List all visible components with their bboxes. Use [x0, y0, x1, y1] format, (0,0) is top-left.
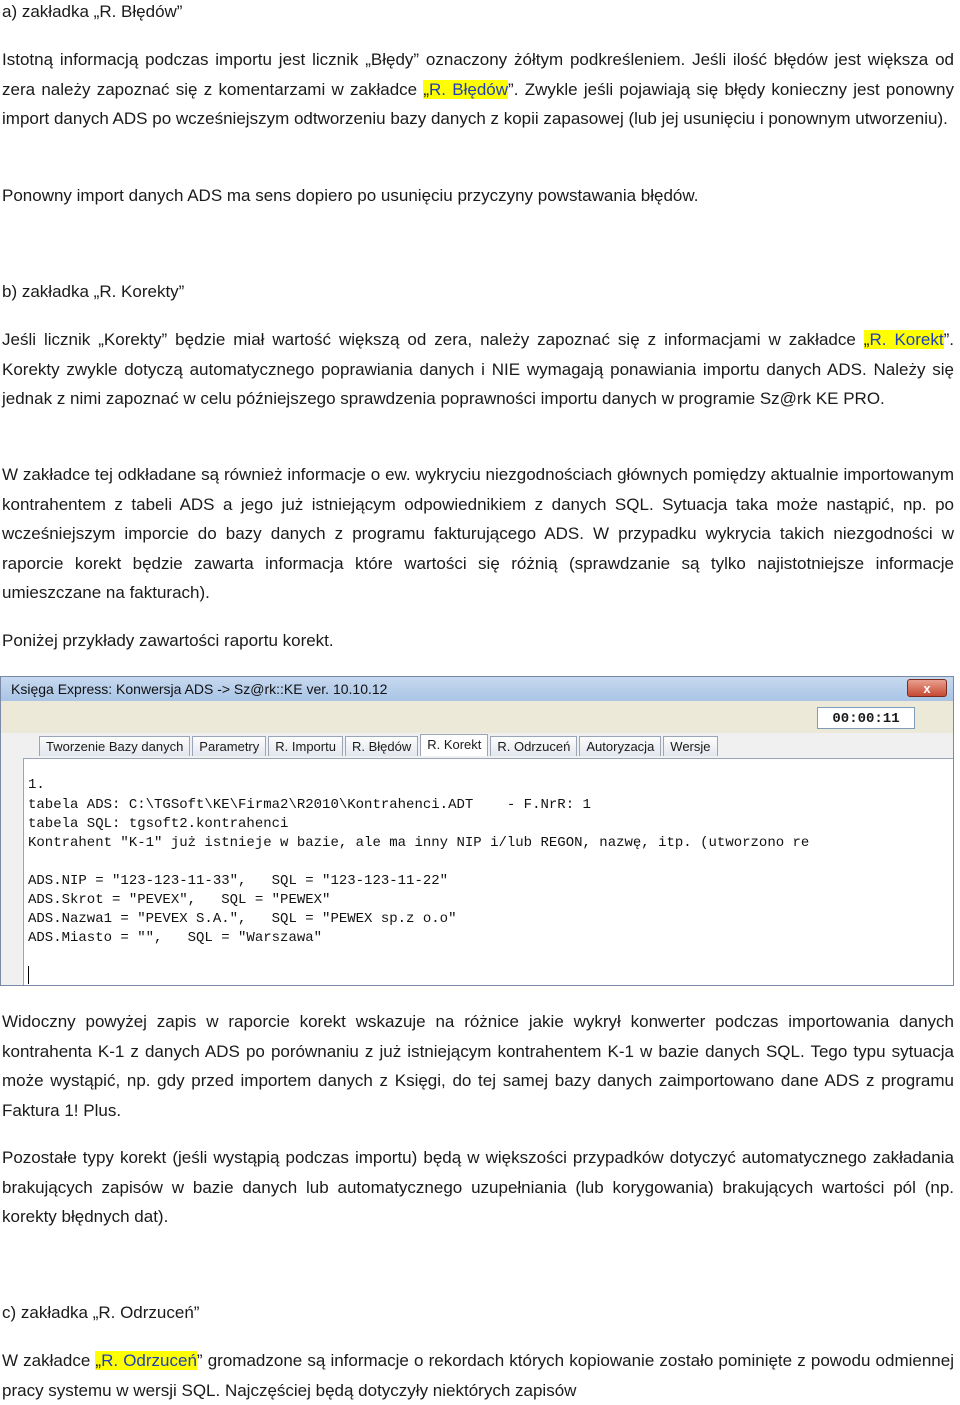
section-a-paragraph-2: Ponowny import danych ADS ma sens dopiero po usunięciu przyczyny powstawania błędów. [2, 186, 699, 205]
report-line: 1. [28, 777, 45, 793]
report-line: ADS.Skrot = "PEVEX", SQL = "PEWEX" [28, 892, 331, 908]
tab-r-importu[interactable]: R. Importu [268, 736, 343, 756]
tab-strip [39, 736, 720, 758]
close-icon[interactable]: x [907, 679, 947, 697]
embedded-app-window [0, 676, 954, 986]
window-titlebar [1, 677, 953, 701]
text: . Zwykle jeśli pojawiają się błędy konieczny jest ponowny import danych ADS po wcześniejszym odtworzeniu bazy danych z kopii zapasowej (lub jej usunięciu i ponownym utworzeniu). [2, 79, 954, 128]
section-c-heading: c) zakładka „R. Odrzuceń” [2, 1303, 200, 1322]
report-line: tabela SQL: tgsoft2.kontrahenci [28, 816, 289, 832]
quote-close: ” [943, 330, 950, 349]
report-line: ADS.Nazwa1 = "PEVEX S.A.", SQL = "PEWEX sp.z o.o" [28, 911, 457, 927]
text: Jeśli licznik „Korekty” będzie miał wartość większą od zera, należy zapoznać się z informacjami w zakładce [2, 330, 864, 349]
report-line: ADS.Miasto = "", SQL = "Warszawa" [28, 930, 323, 946]
highlight-r-korekt [864, 330, 944, 349]
quote-open: „ [423, 79, 430, 99]
section-b-paragraph-5: Pozostałe typy korekt (jeśli wystąpią podczas importu) będą w większości przypadków dotyczyć automatycznego zakładania brakujących zapisów w bazie danych lub automatycznego uzupełniania (lub korygowania) brakujących wartości pól (np. korekty błędnych dat). [2, 1148, 954, 1226]
toolbar [1, 701, 953, 733]
tab-r-odrzucen[interactable]: R. Odrzuceń [490, 736, 577, 756]
highlight-text: R. Odrzuceń [101, 1351, 197, 1370]
tab-autoryzacja[interactable]: Autoryzacja [579, 736, 661, 756]
section-c-paragraph-1 [2, 1346, 954, 1405]
highlight-r-odrzucen [95, 1351, 197, 1370]
tab-parametry[interactable]: Parametry [192, 736, 266, 756]
section-b-paragraph-2: W zakładce tej odkładane są również informacje o ew. wykryciu niezgodnościach głównych pomiędzy aktualnie importowanym kontrahentem z tabeli ADS a jego już istniejącym odpowiednikiem z danych SQL. Sytuacja taka może nastąpić, np. po wcześniejszym imporcie do bazy danych z programu fakturującego ADS. W przypadku wykrycia takich niezgodności w raporcie korekt będzie zawarta informacja które wartości się różnią (sprawdzanie są tylko najistotniejsze informacje umieszczane na fakturach). [2, 465, 954, 602]
tab-r-korekt[interactable]: R. Korekt [420, 734, 488, 756]
section-b-paragraph-1 [2, 325, 954, 414]
tab-r-bledow[interactable]: R. Błędów [345, 736, 418, 756]
section-a-paragraph-1 [2, 45, 954, 134]
timer-display: 00:00:11 [817, 707, 915, 729]
report-text-area[interactable] [23, 758, 953, 985]
text: . Korekty zwykle dotyczą automatycznego poprawiania danych i NIE wymagają ponawiania importu danych ADS. Należy się jednak z nimi zapoznać w celu późniejszego sprawdzenia poprawności importu danych w programie Sz@rk KE PRO. [2, 330, 954, 408]
report-line: tabela ADS: C:\TGSoft\KE\Firma2\R2010\Kontrahenci.ADT - F.NrR: 1 [28, 797, 591, 813]
quote-close: ” [508, 79, 514, 99]
text: Istotną informacją podczas importu jest licznik „Błędy” oznaczony żółtym podkreśleniem. Jeśli ilość błędów jest większa od zera należy zapoznać się z komentarzami w zakładce [2, 50, 954, 99]
section-b-paragraph-3: Poniżej przykłady zawartości raportu korekt. [2, 631, 334, 650]
report-line: ADS.NIP = "123-123-11-33", SQL = "123-123-11-22" [28, 873, 449, 889]
tab-tworzenie-bazy[interactable]: Tworzenie Bazy danych [39, 736, 190, 756]
text: gromadzone są informacje o rekordach których kopiowanie zostało pominięte z powodu odmiennej pracy systemu w wersji SQL. Najczęściej będą dotyczyły niektórych zapisów [2, 1351, 954, 1400]
section-b-heading: b) zakładka „R. Korekty” [2, 282, 185, 301]
quote-open: „ [95, 1351, 102, 1370]
text-caret [28, 966, 29, 984]
quote-open: „ [863, 330, 870, 349]
tab-wersje[interactable]: Wersje [663, 736, 717, 756]
quote-close: ” [196, 1351, 203, 1370]
section-a-heading: a) zakładka „R. Błędów” [2, 2, 183, 21]
section-b-paragraph-4: Widoczny powyżej zapis w raporcie korekt wskazuje na różnice jakie wykrył konwerter podczas importowania danych kontrahenta K-1 z danych ADS po porównaniu z już istniejącym kontrahentem K-1 w bazie danych SQL. Tego typu sytuacja może wystąpić, np. gdy przed importem danych z Księgi, do tej samej bazy danych zaimportowano dane ADS z programu Faktura 1! Plus. [2, 1012, 954, 1120]
highlight-text: R. Korekt [869, 330, 944, 349]
text: W zakładce [2, 1351, 96, 1370]
window-title: Księga Express: Konwersja ADS -> Sz@rk::KE ver. 10.10.12 [11, 681, 388, 697]
report-line: Kontrahent "K-1" już istnieje w bazie, ale ma inny NIP i/lub REGON, nazwę, itp. (utworzono re [28, 835, 810, 851]
highlight-text: R. Błędów [429, 79, 509, 99]
highlight-r-bledow [423, 80, 508, 99]
